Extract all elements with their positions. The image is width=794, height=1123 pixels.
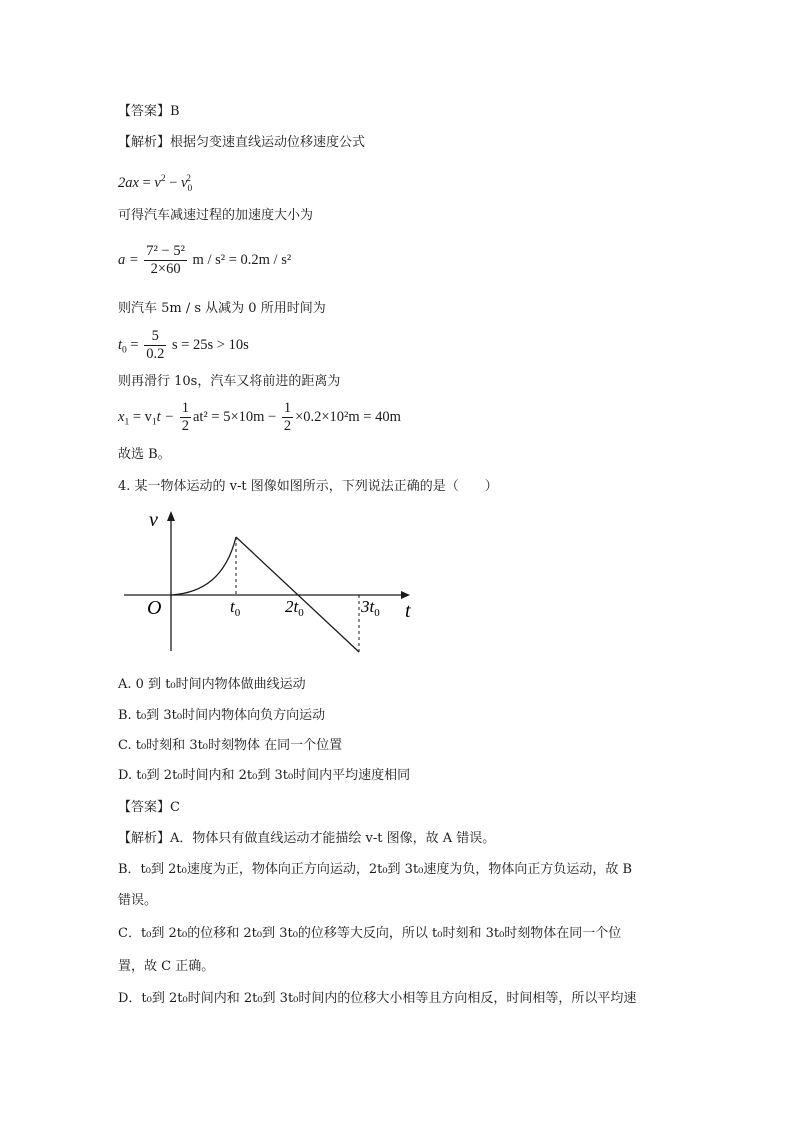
analysis-line-1 [118, 134, 365, 152]
formula-velocity-displacement: $2ax = v^2 - v_0^2$ [118, 174, 193, 194]
formula-eq2: = [126, 336, 143, 353]
label-t0: $t_0$ [230, 597, 241, 619]
formula-unit: m / s² = 0.2m / s² [192, 251, 292, 268]
formula-lhs: 2ax [118, 174, 139, 191]
analysis-2-c2: 置，故 C 正确。 [118, 959, 215, 974]
fraction-half-2 [282, 400, 293, 435]
answer-line-1: 【答案】B [118, 104, 180, 119]
formula-v: v [154, 174, 161, 191]
formula-minus: − [165, 174, 181, 191]
analysis-2-a [118, 830, 495, 848]
formula-distance: $x_1 = v_1t$ − $\frac{1}{2}$ at² = 5×10m − $\frac{1}{2}$ ×0.2×10²m = 40m [118, 400, 401, 434]
analysis-2-c1: C．t₀到 2t₀的位移和 2t₀到 3t₀的位移等大反向，所以 t₀时刻和 3t₀时刻物体在同一个位 [118, 926, 622, 941]
option-b: B. t₀到 3t₀时间内物体向负方向运动 [118, 708, 326, 723]
fraction-den: 2×60 [150, 261, 181, 277]
text-time: 则汽车 5m / s 从减为 0 所用时间为 [118, 301, 326, 316]
formula-time: $t_0$ = $\frac{5}{0.2}$ s = 25s > 10s [118, 328, 249, 362]
analysis-text: 根据匀变速直线运动位移速度公式 [170, 135, 366, 150]
formula-eq: = [138, 174, 155, 191]
analysis-tag: 【解析】 [118, 135, 171, 150]
question-4: 4. 某一物体运动的 v-t 图像如图所示，下列说法正确的是（ ） [118, 479, 498, 494]
label-origin: O [147, 597, 162, 619]
option-a: A. 0 到 t₀时间内物体做曲线运动 [118, 677, 306, 692]
vt-graph [118, 505, 428, 655]
fraction-num: 7² − 5² [146, 243, 185, 259]
label-v: v [149, 509, 158, 531]
formula-at: at² = 5×10m − [192, 408, 280, 425]
fraction-num: 1 [181, 400, 189, 416]
analysis-2-d1: D．t₀到 2t₀时间内和 2t₀到 3t₀时间内的位移大小相等且方向相反，时间相等，所以平均速 [118, 991, 637, 1006]
curve-segment [171, 537, 236, 595]
formula-acceleration [118, 243, 291, 278]
fraction-time [144, 328, 166, 363]
analysis-2-b1: B．t₀到 2t₀速度为正，物体向正方向运动，2t₀到 3t₀速度为负，物体向正方负运动，故 B [118, 862, 633, 877]
fraction-accel [144, 243, 187, 278]
label-2t0: $2t_0$ [285, 597, 304, 619]
fraction-num: 1 [283, 400, 292, 416]
text-acceleration: 可得汽车减速过程的加速度大小为 [118, 208, 314, 223]
fraction-den: 0.2 [146, 346, 165, 362]
analysis-tag-2: 【解析】 [118, 831, 171, 846]
option-c: C. t₀时刻和 3t₀时刻物体 在同一个位置 [118, 738, 343, 753]
fraction-den: 2 [181, 418, 189, 434]
label-3t0: $3t_0$ [361, 597, 380, 619]
text-distance: 则再滑行 10s，汽车又将前进的距离为 [118, 374, 341, 389]
analysis-2-b2: 错误。 [118, 893, 158, 908]
formula-v0: v [181, 174, 188, 191]
fraction-num: 5 [144, 328, 166, 346]
formula-rhs: s = 25s > 10s [171, 336, 249, 353]
fraction-half-1 [180, 400, 191, 435]
fraction-den: 2 [283, 418, 292, 434]
formula-rest: ×0.2×10²m = 40m [295, 408, 401, 425]
analysis-2-a-text: A．物体只有做直线运动才能描绘 v-t 图像，故 A 错误。 [170, 831, 496, 846]
option-d: D. t₀到 2t₀时间内和 2t₀到 3t₀时间内平均速度相同 [118, 768, 411, 783]
t-axis-arrow [401, 591, 410, 599]
formula-a: a = [118, 251, 143, 268]
formula-eq-v: = v [129, 408, 152, 425]
text-choose: 故选 B。 [118, 447, 171, 462]
formula-x: x [118, 408, 125, 425]
v-axis-arrow [167, 511, 175, 521]
formula-t: t [118, 336, 123, 353]
label-t: t [405, 600, 411, 622]
answer-line-2: 【答案】C [118, 800, 180, 815]
formula-t-term: t − [156, 408, 178, 425]
